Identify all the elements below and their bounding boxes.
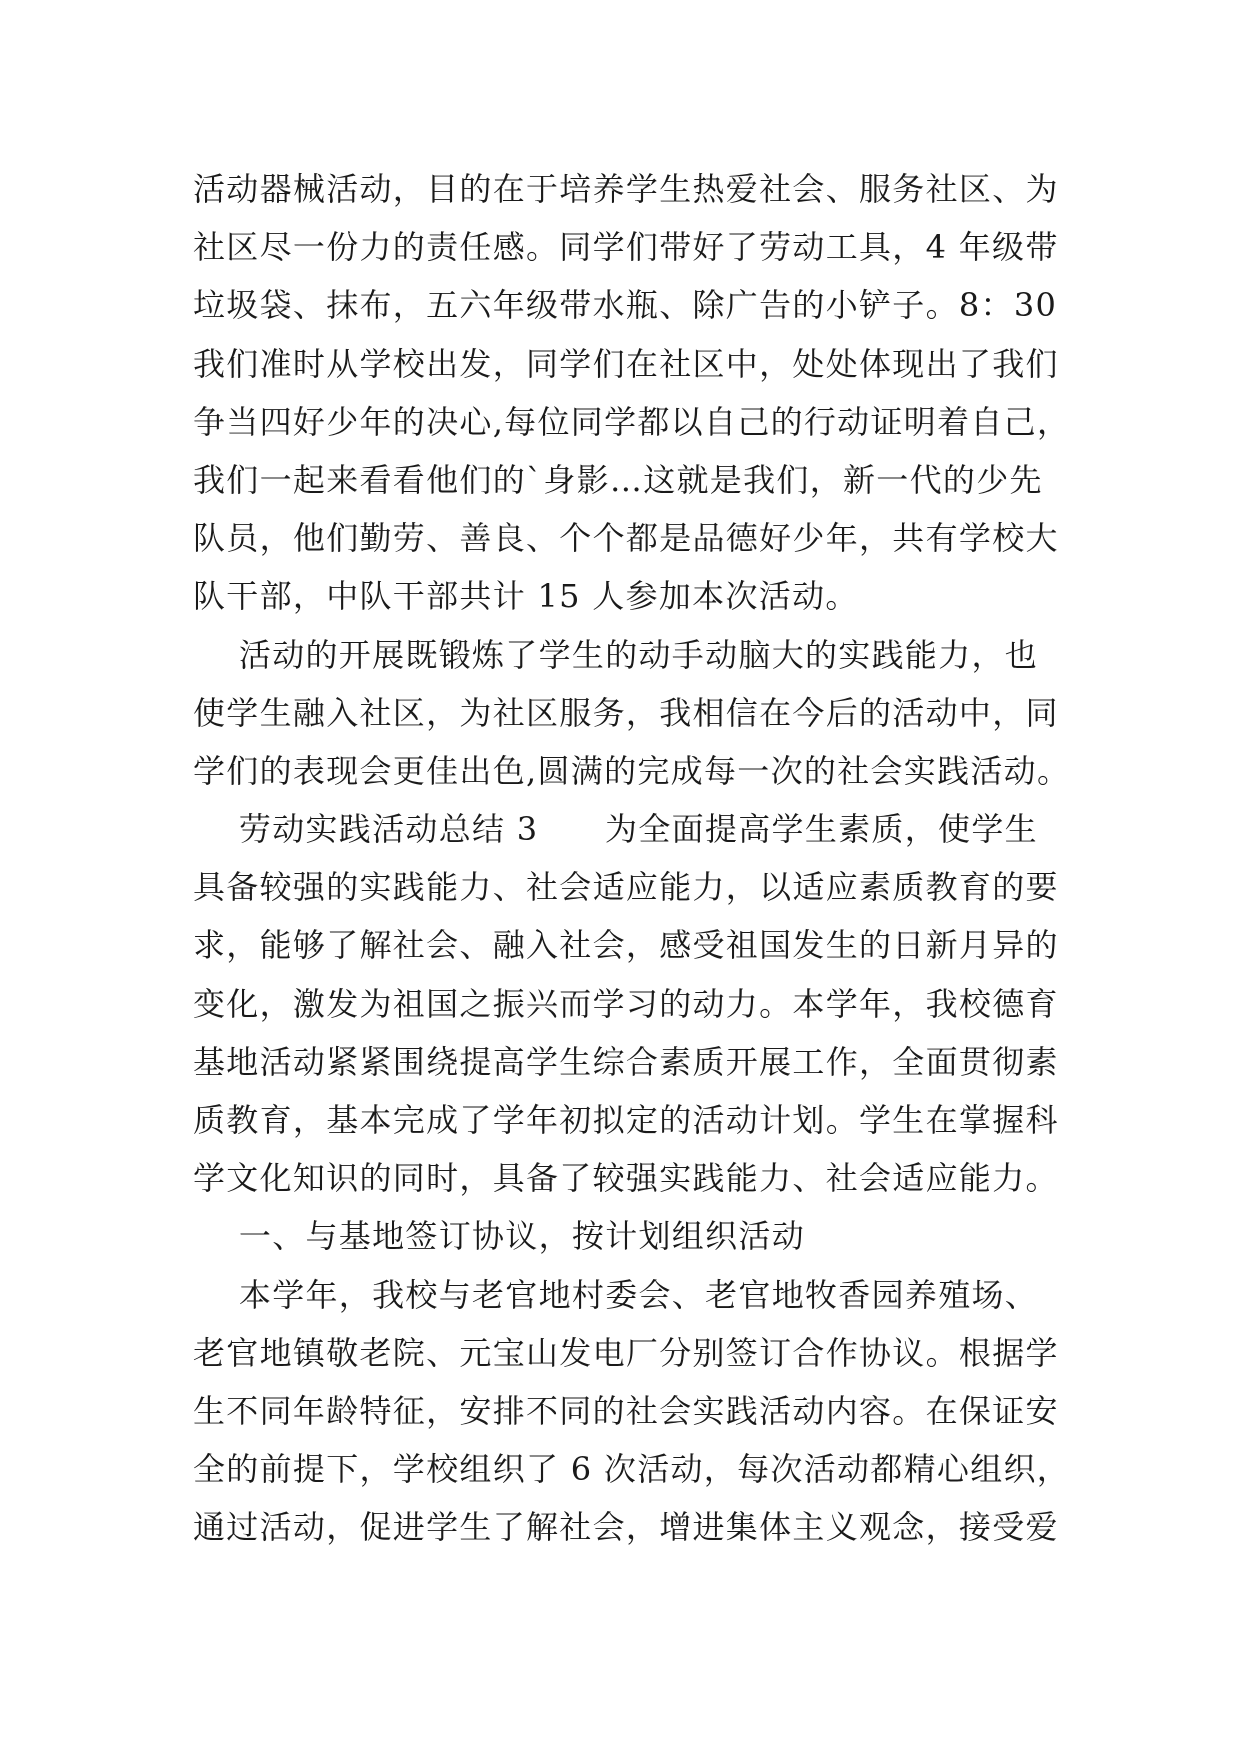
text-line: 社区尽一份力的责任感。同学们带好了劳动工具，4 年级带 xyxy=(193,228,1059,267)
text-line: 学们的表现会更佳出色,圆满的完成每一次的社会实践活动。 xyxy=(193,751,1071,790)
text-line: 使学生融入社区，为社区服务，我相信在今后的活动中，同 xyxy=(193,693,1059,732)
text-line: 全的前提下，学校组织了 6 次活动，每次活动都精心组织， xyxy=(193,1450,1071,1489)
text-line: 一、与基地签订协议，按计划组织活动 xyxy=(193,1217,805,1256)
text-line: 我们准时从学校出发，同学们在社区中，处处体现出了我们 xyxy=(193,344,1059,383)
text-line: 老官地镇敬老院、元宝山发电厂分别签订合作协议。根据学 xyxy=(193,1333,1059,1372)
text-line: 通过活动，促进学生了解社会，增进集体主义观念，接受爱 xyxy=(193,1508,1059,1547)
text-line: 队干部，中队干部共计 15 人参加本次活动。 xyxy=(193,577,859,616)
text-line: 争当四好少年的决心,每位同学都以自己的行动证明着自己， xyxy=(193,402,1071,441)
text-line: 垃圾袋、抹布，五六年级带水瓶、除广告的小铲子。8：30 xyxy=(193,286,1058,325)
text-line: 我们一起来看看他们的`身影…这就是我们，新一代的少先 xyxy=(193,460,1043,499)
text-line: 队员，他们勤劳、善良、个个都是品德好少年，共有学校大 xyxy=(193,519,1059,558)
text-line: 生不同年龄特征，安排不同的社会实践活动内容。在保证安 xyxy=(193,1391,1059,1430)
text-line: 学文化知识的同时，具备了较强实践能力、社会适应能力。 xyxy=(193,1159,1059,1198)
text-line: 求，能够了解社会、融入社会，感受祖国发生的日新月异的 xyxy=(193,926,1059,965)
text-line: 变化，激发为祖国之振兴而学习的动力。本学年，我校德育 xyxy=(193,984,1059,1023)
body-text xyxy=(193,160,1073,1557)
text-line: 质教育，基本完成了学年初拟定的活动计划。学生在掌握科 xyxy=(193,1101,1059,1139)
text-line: 劳动实践活动总结 3 为全面提高学生素质，使学生 xyxy=(193,810,1038,849)
text-line: 活动的开展既锻炼了学生的动手动脑大的实践能力，也 xyxy=(193,635,1039,674)
text-line: 本学年，我校与老官地村委会、老官地牧香园养殖场、 xyxy=(193,1275,1039,1314)
text-line: 活动器械活动，目的在于培养学生热爱社会、服务社区、为 xyxy=(193,170,1059,208)
text-line: 具备较强的实践能力、社会适应能力，以适应素质教育的要 xyxy=(193,868,1059,907)
text-line: 基地活动紧紧围绕提高学生综合素质开展工作，全面贯彻素 xyxy=(193,1042,1059,1081)
